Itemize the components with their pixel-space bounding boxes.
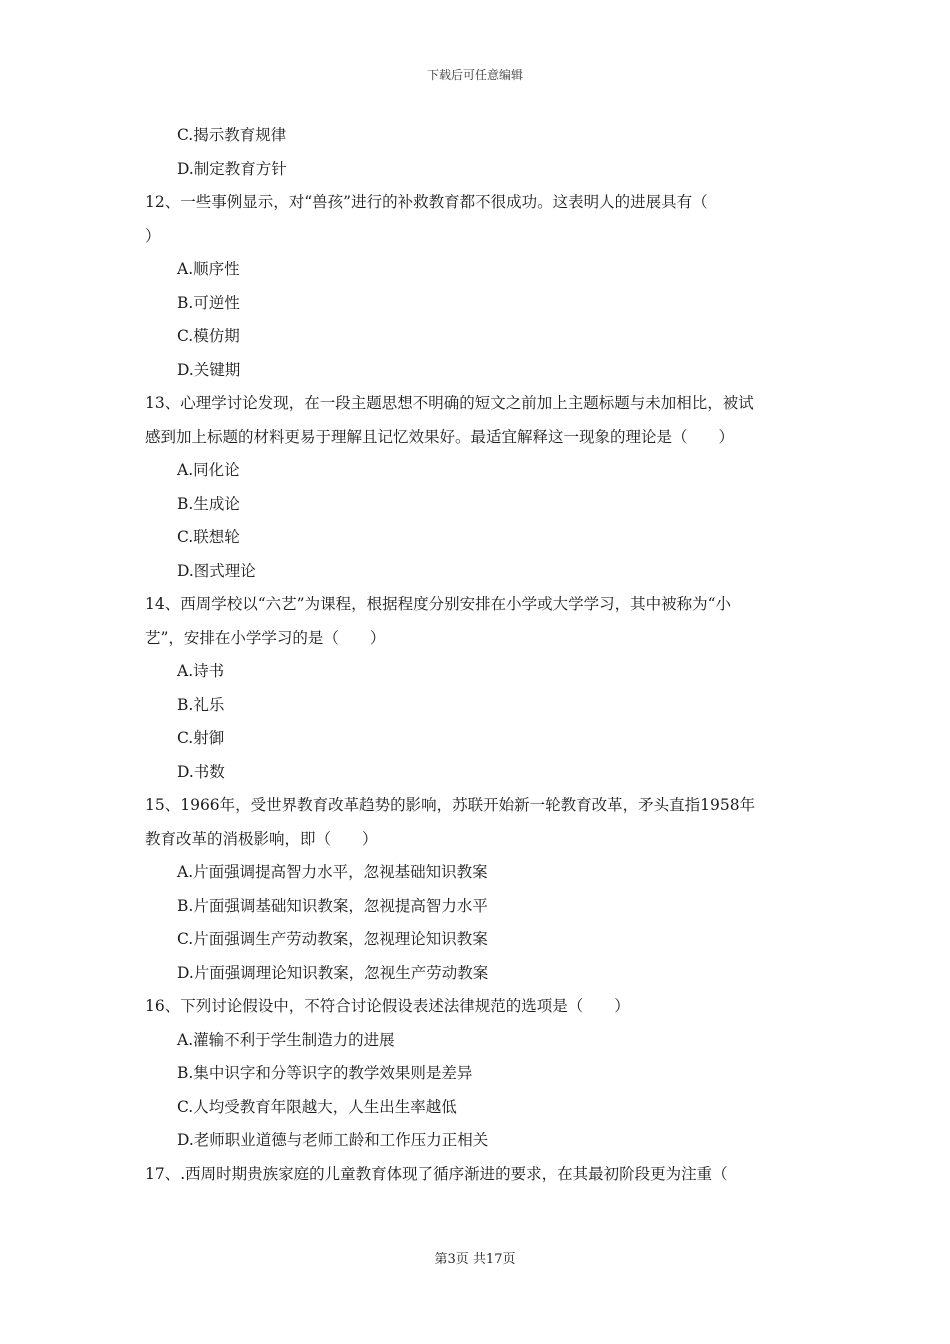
answer-option: B.礼乐: [177, 695, 225, 714]
answer-option: B.可逆性: [177, 293, 240, 312]
question-continuation: 感到加上标题的材料更易于理解且记忆效果好。最适宜解释这一现象的理论是（ ）: [145, 427, 735, 446]
answer-option: A.诗书: [177, 662, 225, 680]
answer-option: C.模仿期: [177, 327, 240, 345]
question-continuation: ）: [145, 226, 161, 245]
question-text: 13、心理学讨论发现，在一段主题思想不明确的短文之前加上主题标题与未加相比，被试: [145, 394, 754, 412]
answer-option: B.片面强调基础知识教案，忽视提高智力水平: [177, 896, 488, 915]
question-text: 12、一些事例显示，对“兽孩”进行的补救教育都不很成功。这表明人的进展具有（: [145, 193, 708, 211]
answer-option: D.制定教育方针: [177, 159, 287, 178]
answer-option: D.片面强调理论知识教案，忽视生产劳动教案: [177, 963, 489, 982]
answer-option: C.射御: [177, 729, 225, 747]
question-continuation: 艺”，安排在小学学习的是（ ）: [145, 628, 386, 647]
answer-option: D.图式理论: [177, 561, 256, 580]
question-continuation: 教育改革的消极影响，即（ ）: [145, 829, 378, 848]
answer-option: B.集中识字和分等识字的教学效果则是差异: [177, 1064, 473, 1082]
answer-option: D.关键期: [177, 360, 241, 379]
answer-option: B.生成论: [177, 494, 240, 513]
answer-option: A.片面强调提高智力水平，忽视基础知识教案: [177, 863, 488, 881]
answer-option: C.揭示教育规律: [177, 126, 287, 144]
page-footer: 第3页 共17页: [434, 1252, 516, 1267]
answer-option: A.灌输不利于学生制造力的进展: [177, 1030, 395, 1049]
answer-option: A.同化论: [177, 461, 240, 479]
question-text: 14、西周学校以“六艺”为课程，根据程度分别安排在小学或大学学习，其中被称为“小: [145, 595, 731, 613]
answer-option: C.人均受教育年限越大，人生出生率越低: [177, 1097, 457, 1116]
question-text: 16、下列讨论假设中，不符合讨论假设表述法律规范的选项是（ ）: [145, 997, 630, 1015]
answer-option: C.片面强调生产劳动教案，忽视理论知识教案: [177, 930, 488, 948]
document-body: [145, 119, 810, 1191]
answer-option: D.书数: [177, 762, 225, 781]
answer-option: D.老师职业道德与老师工龄和工作压力正相关: [177, 1131, 489, 1149]
question-text: 17、.西周时期贵族家庭的儿童教育体现了循序渐进的要求，在其最初阶段更为注重（: [145, 1164, 728, 1183]
page-header: 下载后可任意编辑: [426, 68, 523, 82]
answer-option: C.联想轮: [177, 528, 240, 546]
question-text: 15、1966年，受世界教育改革趋势的影响，苏联开始新一轮教育改革，矛头直指1958年: [145, 796, 756, 814]
answer-option: A.顺序性: [177, 260, 240, 278]
